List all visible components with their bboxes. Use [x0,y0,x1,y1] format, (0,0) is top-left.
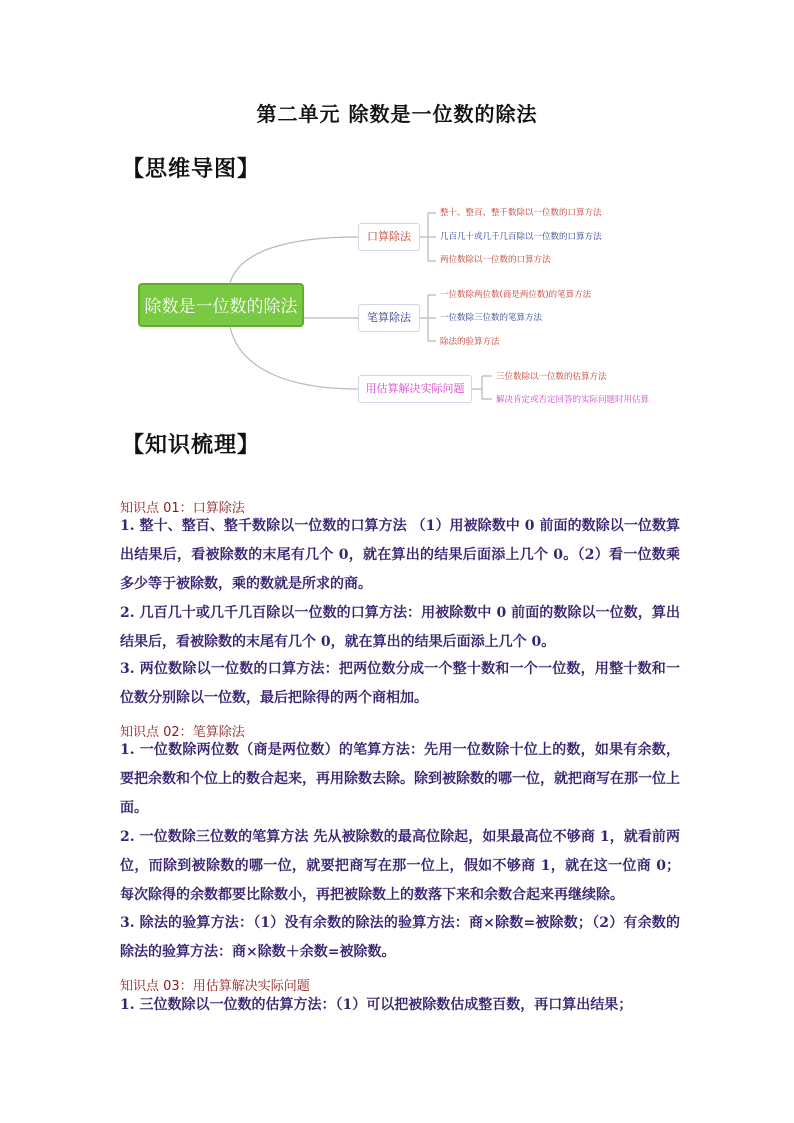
knowledge-point-title: 笔算除法 [192,725,245,740]
leaf-node: 解决肯定或否定回答的实际问题时用估算 [496,395,650,405]
page-title: 第二单元 除数是一位数的除法 [256,102,538,126]
branch-node-written-division: 笔算除法 [358,304,420,332]
knowledge-paragraph: 3. 两位数除以一位数的口算方法：把两位数分成一个整十数和一个一位数，用整十数和一位数分别除以一位数，最后把除得的两个商相加。 [120,661,680,706]
mind-map-center-node: 除数是一位数的除法 [138,283,304,327]
connector-branch-1 [230,237,358,283]
bracket-branch-3 [472,376,492,399]
bracket-branch-1 [420,213,436,261]
knowledge-point-number: 知识点 03： [120,979,193,994]
bracket-branch-2 [420,295,436,341]
knowledge-paragraph: 3. 除法的验算方法：（1）没有余数的除法的验算方法：商×除数=被除数；（2）有余数的除法的验算方法：商×除数＋余数=被除数。 [120,915,680,960]
connector-branch-3 [230,327,358,389]
knowledge-paragraph: 2. 几百几十或几千几百除以一位数的口算方法：用被除数中 0 前面的数除以一位数，算出结果后，看被除数的末尾有几个 0，就在算出的结果后面添上几个 0。 [120,605,680,650]
knowledge-paragraph: 2. 一位数除三位数的笔算方法 先从被除数的最高位除起，如果最高位不够商 1，就看前两位，而除到被除数的哪一位，就要把商写在那一位上，假如不够商 1，就在这一位商 0；每次除得的余数都要比除数小，再把被除数上的数落下来和余数合起来再继续除。 [120,829,680,903]
branch-node-estimation: 用估算解决实际问题 [358,375,472,403]
leaf-node: 三位数除以一位数的估算方法 [496,372,607,382]
leaf-node: 几百几十或几千几百除以一位数的口算方法 [440,232,602,242]
section-heading-mindmap: 【思维导图】 [122,156,261,182]
section-heading-knowledge: 【知识梳理】 [122,432,261,458]
knowledge-point-number: 知识点 02： [120,725,193,740]
leaf-node: 一位数除三位数的笔算方法 [440,313,543,323]
leaf-node: 整十、整百、整千数除以一位数的口算方法 [440,208,602,218]
leaf-node: 除法的验算方法 [440,337,500,347]
leaf-node: 两位数除以一位数的口算方法 [440,255,551,265]
knowledge-paragraph: 1. 整十、整百、整千数除以一位数的口算方法 （1）用被除数中 0 前面的数除以一位数算出结果后，看被除数的末尾有几个 0，就在算出的结果后面添上几个 0。（2）看一位数乘多少等于被除数，乘的数就是所求的商。 [120,518,680,592]
mind-map [120,195,680,415]
knowledge-point-number: 知识点 01： [120,501,193,516]
leaf-node: 一位数除两位数(商是两位数)的笔算方法 [440,290,592,300]
knowledge-paragraph: 1. 一位数除两位数（商是两位数）的笔算方法：先用一位数除十位上的数，如果有余数，要把余数和个位上的数合起来，再用除数去除。除到被除数的哪一位，就把商写在那一位上面。 [120,742,680,816]
knowledge-paragraph: 1. 三位数除以一位数的估算方法：（1）可以把被除数估成整百数，再口算出结果； [120,997,633,1013]
branch-node-oral-division: 口算除法 [358,223,420,251]
knowledge-point-title: 口算除法 [192,501,245,516]
knowledge-point-title: 用估算解决实际问题 [192,979,310,994]
